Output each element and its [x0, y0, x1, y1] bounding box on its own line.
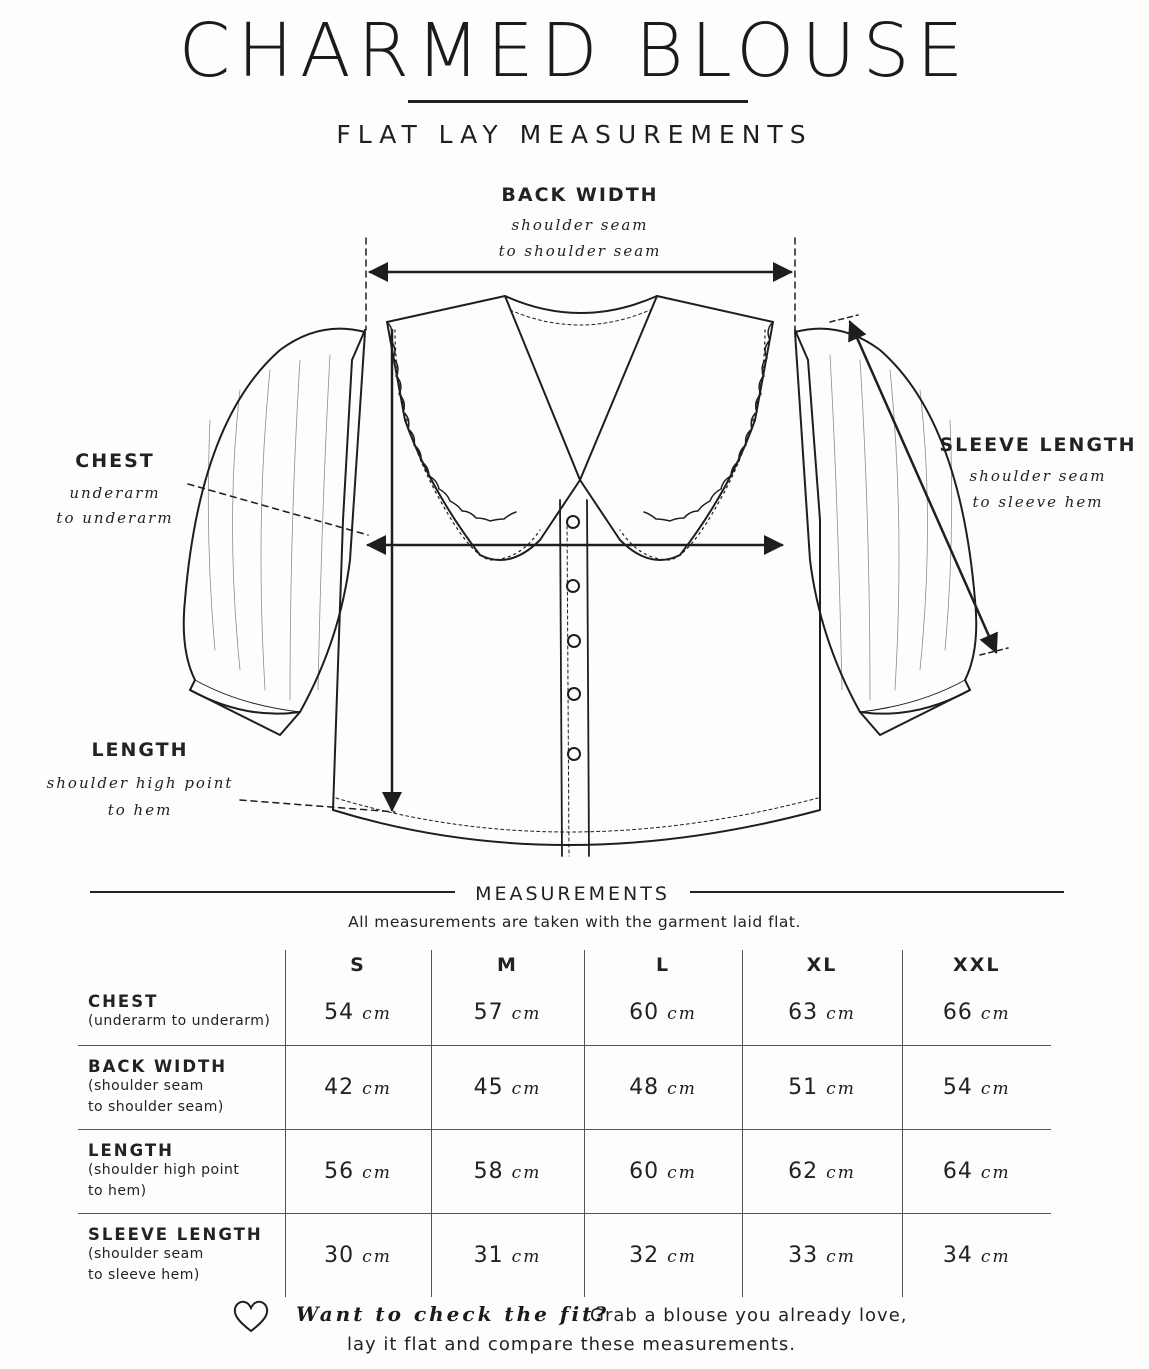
footer-text-1: Grab a blouse you already love,	[590, 1305, 908, 1326]
measurements-note: All measurements are taken with the garment laid flat.	[348, 913, 801, 931]
value: 57	[473, 999, 504, 1025]
unit: cm	[980, 1078, 1011, 1099]
unit: cm	[511, 1246, 542, 1267]
value: 62	[788, 1158, 819, 1184]
length-sub1: shoulder high point	[46, 774, 234, 792]
table-row	[78, 1129, 1051, 1213]
value: 66	[942, 999, 973, 1025]
row-sub: (underarm to underarm)	[88, 1013, 271, 1030]
button-1	[567, 516, 579, 528]
unit: cm	[362, 1003, 392, 1024]
collar-right	[580, 296, 773, 560]
value: 45	[473, 1074, 504, 1100]
button-3	[568, 635, 580, 647]
measurements-table	[78, 950, 1051, 1297]
button-2	[567, 580, 579, 592]
length-sub2: to hem	[107, 801, 173, 819]
value: 63	[788, 999, 819, 1025]
value: 54	[324, 999, 355, 1025]
row-label: BACK WIDTH	[88, 1056, 228, 1076]
size-header: L	[584, 950, 742, 980]
section-rule-right	[690, 891, 1064, 893]
value: 56	[324, 1158, 355, 1184]
unit: cm	[667, 1003, 697, 1024]
unit: cm	[980, 1162, 1011, 1183]
unit: cm	[826, 1162, 856, 1183]
page-title: CHARMED BLOUSE	[178, 8, 971, 94]
sleeve-length-sub1: shoulder seam	[969, 467, 1107, 485]
row-label: CHEST	[88, 992, 159, 1012]
row-sub: (shoulder high point	[88, 1161, 240, 1178]
value: 60	[629, 1158, 660, 1184]
chest-label: CHEST	[75, 450, 155, 472]
row-sub: to shoulder seam)	[88, 1098, 224, 1115]
table-row	[78, 1045, 1051, 1129]
footer-cta: Want to check the fit?	[296, 1302, 610, 1326]
sleeve-length-sub2: to sleeve hem	[972, 493, 1104, 511]
unit: cm	[826, 1078, 856, 1099]
button-4	[568, 688, 580, 700]
value: 30	[324, 1242, 355, 1268]
table-row	[78, 980, 1051, 1045]
value: 54	[942, 1074, 973, 1100]
value: 42	[324, 1074, 355, 1100]
row-label-cell	[78, 1129, 285, 1213]
row-sub: (shoulder seam	[88, 1245, 204, 1262]
footer-text-2: lay it flat and compare these measurements.	[347, 1334, 797, 1355]
heart-outline-icon	[232, 1298, 270, 1334]
unit: cm	[826, 1003, 856, 1024]
section-rule-left	[90, 891, 455, 893]
value: 58	[473, 1158, 504, 1184]
row-sub: (shoulder seam	[88, 1077, 204, 1094]
unit: cm	[362, 1162, 392, 1183]
value: 64	[942, 1158, 973, 1184]
unit: cm	[667, 1162, 697, 1183]
row-label-cell	[78, 1213, 285, 1297]
table-row	[78, 1213, 1051, 1297]
sleeve-right	[795, 329, 976, 714]
unit: cm	[511, 1078, 542, 1099]
page-subtitle: FLAT LAY MEASUREMENTS	[336, 120, 813, 149]
blouse-body-outline	[333, 330, 820, 845]
value: 48	[629, 1074, 660, 1100]
button-5	[568, 748, 580, 760]
unit: cm	[511, 1162, 542, 1183]
length-leader	[240, 800, 395, 812]
unit: cm	[980, 1003, 1011, 1024]
row-label-cell	[78, 1045, 285, 1129]
unit: cm	[667, 1078, 697, 1099]
size-header: M	[431, 950, 584, 980]
header-empty	[78, 950, 285, 980]
back-width-sub2: to shoulder seam	[498, 242, 662, 260]
sleeve-length-arrow	[850, 322, 996, 652]
unit: cm	[826, 1246, 856, 1267]
back-width-sub1: shoulder seam	[511, 216, 649, 234]
row-label: SLEEVE LENGTH	[88, 1224, 263, 1244]
chest-sub2: to underarm	[56, 509, 174, 527]
row-sub: to sleeve hem)	[88, 1266, 200, 1283]
unit: cm	[511, 1003, 542, 1024]
measurements-title: MEASUREMENTS	[475, 883, 670, 905]
value: 31	[473, 1242, 504, 1268]
length-label: LENGTH	[91, 739, 189, 761]
size-header: S	[285, 950, 431, 980]
chest-leader	[188, 484, 368, 535]
row-sub: to hem)	[88, 1182, 147, 1199]
unit: cm	[980, 1246, 1011, 1267]
row-label-cell	[78, 980, 285, 1045]
chest-sub1: underarm	[69, 484, 161, 502]
size-header: XXL	[902, 950, 1051, 980]
value: 51	[788, 1074, 819, 1100]
value: 60	[629, 999, 660, 1025]
size-header: XL	[742, 950, 902, 980]
sleeve-length-label: SLEEVE LENGTH	[939, 434, 1137, 456]
unit: cm	[667, 1246, 697, 1267]
table-header-row	[78, 950, 1051, 980]
row-label: LENGTH	[88, 1140, 174, 1160]
value: 33	[788, 1242, 819, 1268]
value: 34	[942, 1242, 973, 1268]
unit: cm	[362, 1246, 392, 1267]
collar-left	[387, 296, 580, 560]
back-width-label: BACK WIDTH	[501, 184, 659, 206]
value: 32	[629, 1242, 660, 1268]
unit: cm	[362, 1078, 392, 1099]
